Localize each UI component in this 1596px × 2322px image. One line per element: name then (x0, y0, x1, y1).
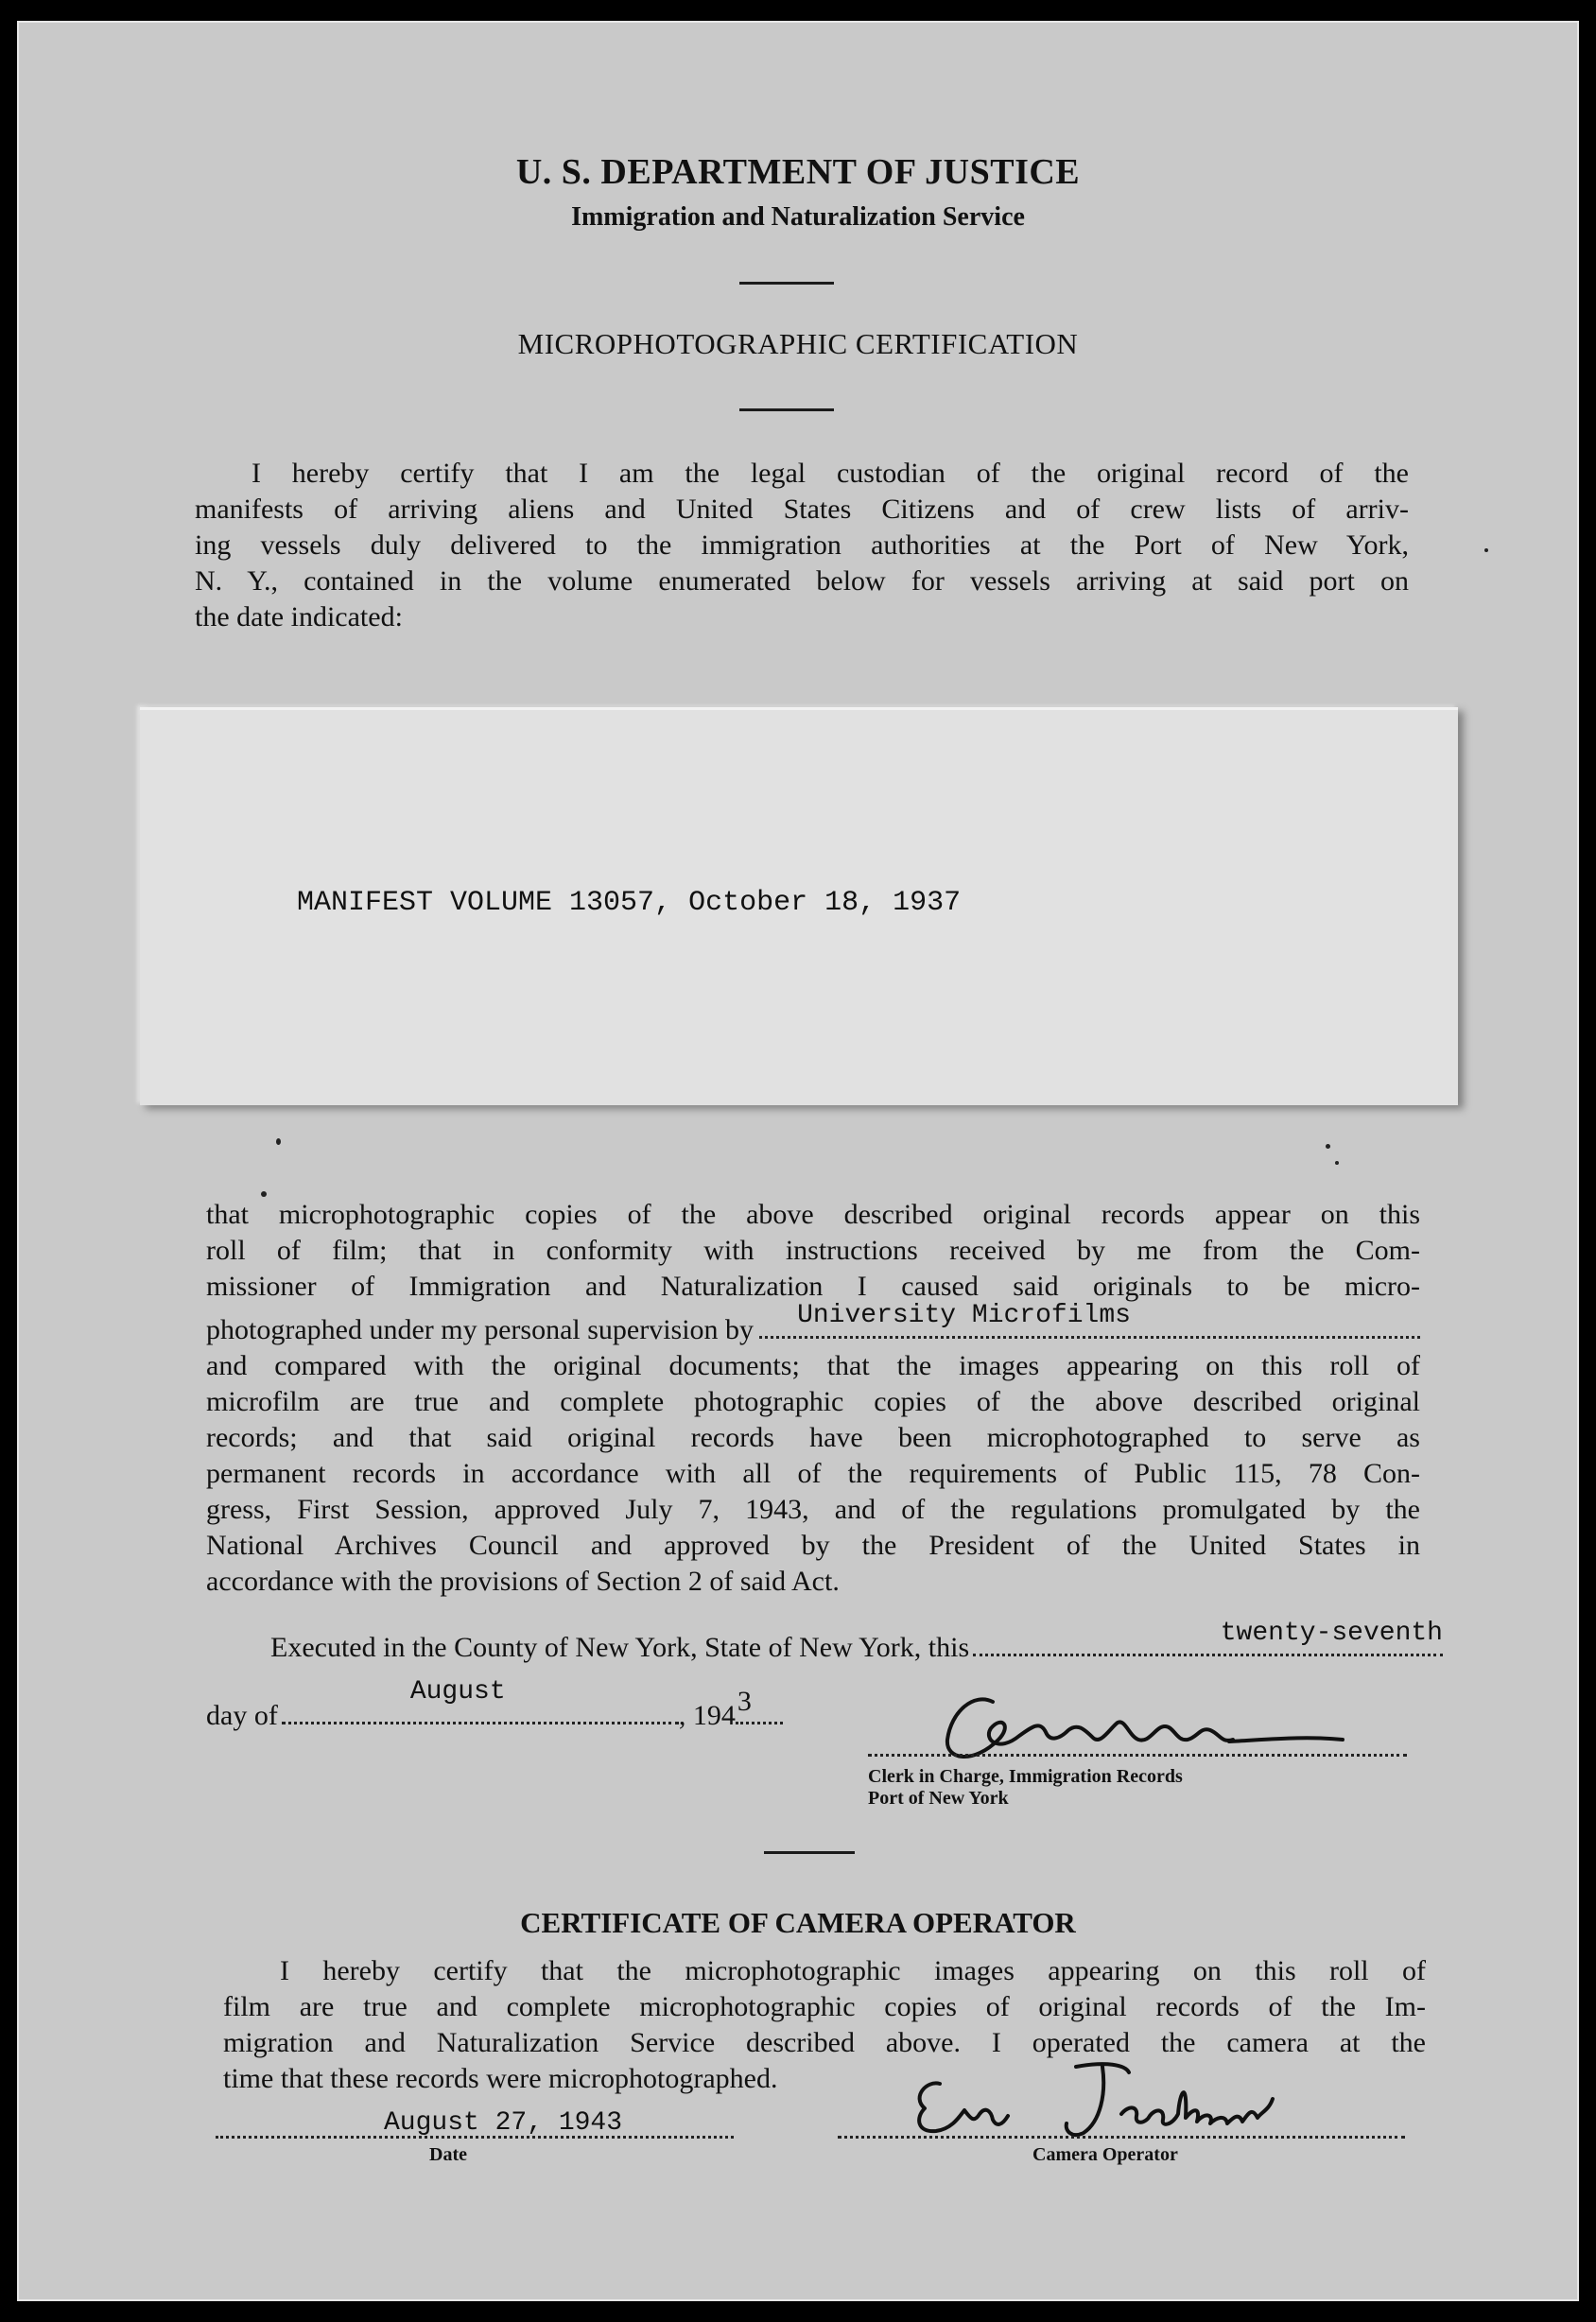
month-blank (282, 1677, 679, 1724)
day-value: twenty-seventh (1220, 1619, 1443, 1648)
day-of-label: day of (206, 1700, 278, 1731)
year-prefix: , 194 (678, 1700, 736, 1731)
photographer-name: University Microfilms (797, 1301, 1131, 1330)
operator-label: Camera Operator (1032, 2144, 1178, 2165)
execution-line (270, 1619, 1443, 1666)
manifest-volume-text: MANIFEST VOLUME 13057, October 18, 1937 (297, 887, 962, 919)
section-divider (764, 1851, 855, 1854)
intro-line: ing vessels duly delivered to the immigration authorities at the Port of New York, (195, 529, 1409, 561)
supervision-text: photographed under my personal supervision by (206, 1314, 755, 1345)
body-line: microfilm are true and complete photographic copies of the above described original (206, 1386, 1420, 1417)
clerk-signature (908, 1673, 1352, 1777)
dust-speck (261, 1191, 267, 1197)
body-line: gress, First Session, approved July 7, 1943, and of the regulations promulgated by the (206, 1494, 1420, 1525)
dust-speck (276, 1138, 281, 1145)
intro-line: manifests of arriving aliens and United States Citizens and of crew lists of arriv- (195, 494, 1409, 525)
dust-speck (1326, 1144, 1330, 1149)
camera-line: film are true and complete microphotographic copies of original records of the Im- (223, 1991, 1426, 2022)
dust-speck (1335, 1161, 1339, 1165)
body-line: permanent records in accordance with all of the requirements of Public 115, 78 Con- (206, 1458, 1420, 1489)
intro-line: I hereby certify that I am the legal custodian of the original record of the (252, 458, 1409, 489)
certification-body (206, 1197, 1420, 1600)
title-divider-bottom (739, 408, 834, 411)
camera-line: I hereby certify that the microphotographic images appearing on this roll of (280, 1955, 1426, 1986)
year-digit: 3 (737, 1686, 752, 1717)
body-line: that microphotographic copies of the above described original records appear on this (206, 1199, 1420, 1230)
body-line: accordance with the provisions of Section 2 of said Act. (206, 1566, 840, 1597)
intro-line: N. Y., contained in the volume enumerated below for vessels arriving at said port on (195, 565, 1409, 597)
department-heading: U. S. DEPARTMENT OF JUSTICE (515, 152, 1081, 192)
intro-line: the date indicated: (195, 601, 403, 632)
supervision-line (206, 1301, 1420, 1348)
body-line: records; and that said original records have been microphotographed to serve as (206, 1422, 1420, 1453)
camera-section-title: CERTIFICATE OF CAMERA OPERATOR (520, 1906, 1076, 1939)
body-line: roll of film; that in conformity with instructions received by me from the Com- (206, 1235, 1420, 1266)
clerk-title-line: Clerk in Charge, Immigration Records (868, 1766, 1183, 1787)
date-label: Date (429, 2144, 467, 2165)
month-value: August (409, 1677, 506, 1707)
clerk-title (868, 1766, 1183, 1810)
date-line (206, 1677, 887, 1734)
clerk-title-line: Port of New York (868, 1788, 1009, 1809)
title-divider-top (739, 282, 834, 285)
dust-speck (1484, 548, 1488, 552)
operator-signature-line (838, 2135, 1405, 2139)
camera-line: migration and Naturalization Service described above. I operated the camera at the (223, 2027, 1426, 2058)
body-line: and compared with the original documents; that the images appearing on this roll of (206, 1350, 1420, 1381)
camera-operator-signature (898, 2052, 1333, 2146)
camera-date-value: August 27, 1943 (384, 2108, 623, 2138)
execution-text: Executed in the County of New York, State of New York, this (270, 1632, 970, 1663)
form-title: MICROPHOTOGRAPHIC CERTIFICATION (517, 327, 1079, 360)
day-blank (973, 1619, 1443, 1656)
certificate-sheet (17, 21, 1579, 2301)
clerk-signature-line (868, 1753, 1407, 1757)
year-blank (736, 1686, 783, 1724)
body-line: missioner of Immigration and Naturalization I caused said originals to be micro- (206, 1271, 1420, 1302)
body-line: National Archives Council and approved by the President of the United States in (206, 1530, 1420, 1561)
intro-paragraph (195, 456, 1409, 635)
camera-line: time that these records were microphotographed. (223, 2063, 778, 2094)
photographer-blank (759, 1301, 1420, 1339)
service-subheading: Immigration and Naturalization Service (571, 202, 1025, 232)
